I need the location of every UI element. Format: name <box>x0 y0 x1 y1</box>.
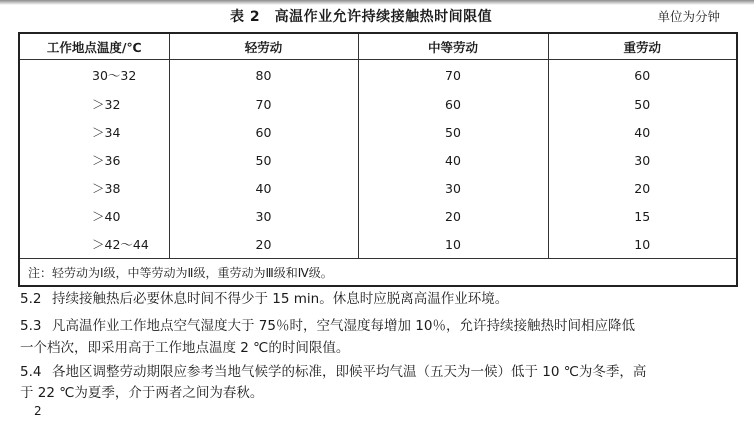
cell-heavy: 15 <box>548 202 737 230</box>
clause-number: 5.3 <box>20 318 42 334</box>
cell-light: 30 <box>169 202 358 230</box>
cell-medium: 60 <box>358 90 548 118</box>
cell-heavy: 50 <box>548 90 737 118</box>
cell-light: 80 <box>169 60 358 91</box>
header-temperature: 工作地点温度/℃ <box>19 33 169 60</box>
clause-5-3 <box>20 315 740 337</box>
header-medium-labor: 中等劳动 <box>358 33 548 60</box>
table-row <box>19 60 737 91</box>
table-row <box>19 174 737 202</box>
table-row <box>19 146 737 174</box>
cell-light: 50 <box>169 146 358 174</box>
cell-temperature: ＞38 <box>19 174 169 202</box>
table-row <box>19 90 737 118</box>
cell-temperature: 30～32 <box>19 60 169 91</box>
page-number: 2 <box>34 404 42 418</box>
cell-temperature: ＞42～44 <box>19 230 169 259</box>
clause-5-4 <box>20 361 740 383</box>
table-header-row <box>19 33 737 60</box>
table-row <box>19 118 737 146</box>
cell-heavy: 30 <box>548 146 737 174</box>
cell-medium: 30 <box>358 174 548 202</box>
header-light-labor: 轻劳动 <box>169 33 358 60</box>
table-note-row <box>19 259 737 287</box>
cell-temperature: ＞40 <box>19 202 169 230</box>
cell-medium: 40 <box>358 146 548 174</box>
cell-medium: 10 <box>358 230 548 259</box>
cell-light: 60 <box>169 118 358 146</box>
heat-exposure-limit-table <box>18 32 738 287</box>
clause-text: 凡高温作业工作地点空气湿度大于 75％时，空气湿度每增加 10％，允许持续接触热时间相应降低 <box>52 318 635 334</box>
cell-light: 70 <box>169 90 358 118</box>
clause-number: 5.2 <box>20 291 42 307</box>
clause-5-3-continuation: 一个档次，即采用高于工作地点温度 2 ℃的时间限值。 <box>20 340 350 356</box>
scan-edge <box>0 0 754 5</box>
clause-text: 持续接触热后必要休息时间不得少于 15 min。休息时应脱离高温作业环境。 <box>52 291 509 307</box>
cell-light: 40 <box>169 174 358 202</box>
table-caption <box>0 6 754 28</box>
clause-5-2 <box>20 288 740 310</box>
cell-heavy: 40 <box>548 118 737 146</box>
clause-number: 5.4 <box>20 364 42 380</box>
table-row <box>19 230 737 259</box>
cell-heavy: 20 <box>548 174 737 202</box>
cell-temperature: ＞36 <box>19 146 169 174</box>
table-row <box>19 202 737 230</box>
cell-medium: 50 <box>358 118 548 146</box>
header-heavy-labor: 重劳动 <box>548 33 737 60</box>
clause-5-4-continuation: 于 22 ℃为夏季，介于两者之间为春秋。 <box>20 385 264 401</box>
table-note: 注：轻劳动为Ⅰ级，中等劳动为Ⅱ级，重劳动为Ⅲ级和Ⅳ级。 <box>19 259 737 287</box>
table-unit: 单位为分钟 <box>657 9 720 24</box>
cell-heavy: 60 <box>548 60 737 91</box>
clause-text: 各地区调整劳动期限应参考当地气候学的标准，即候平均气温（五天为一候）低于 10 ℃为冬季，高 <box>52 364 647 380</box>
cell-medium: 20 <box>358 202 548 230</box>
cell-temperature: ＞34 <box>19 118 169 146</box>
cell-heavy: 10 <box>548 230 737 259</box>
cell-temperature: ＞32 <box>19 90 169 118</box>
cell-medium: 70 <box>358 60 548 91</box>
table-title: 表 2 高温作业允许持续接触热时间限值 <box>230 9 493 25</box>
cell-light: 20 <box>169 230 358 259</box>
